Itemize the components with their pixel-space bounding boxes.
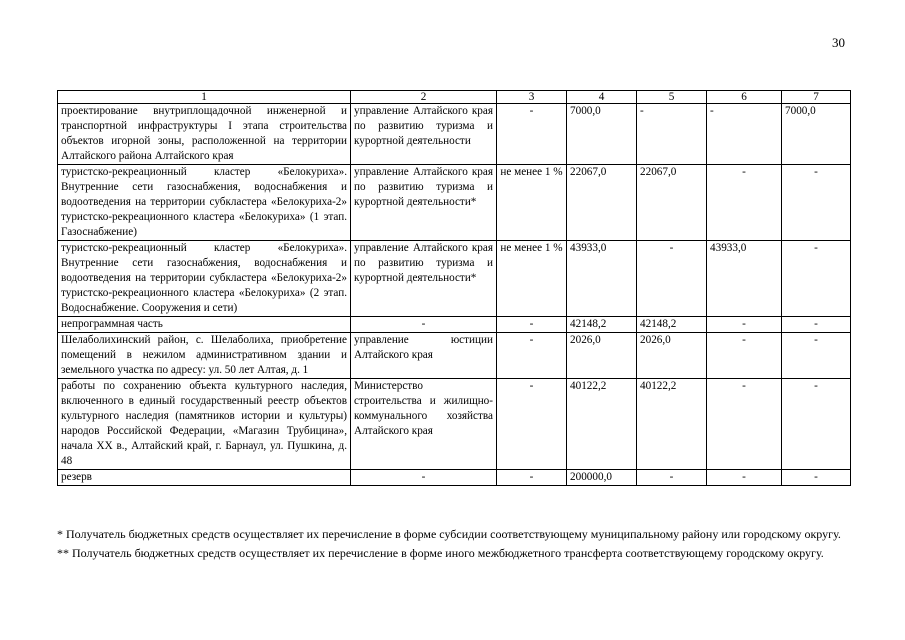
- header-cell: 2: [351, 91, 497, 104]
- row-year-2: 43933,0: [707, 241, 782, 317]
- row-share: -: [497, 317, 567, 333]
- row-year-2: -: [707, 333, 782, 379]
- row-recipient: управление Алтайского края по развитию туризма и курортной деятельности*: [351, 241, 497, 317]
- row-share: -: [497, 379, 567, 470]
- table-row: [58, 470, 851, 486]
- row-recipient: управление Алтайского края по развитию туризма и курортной деятельности: [351, 104, 497, 165]
- row-year-2: -: [707, 104, 782, 165]
- header-cell: 7: [782, 91, 851, 104]
- header-cell: 4: [567, 91, 637, 104]
- row-description: резерв: [58, 470, 351, 486]
- row-year-2: -: [707, 317, 782, 333]
- row-description: непрограммная часть: [58, 317, 351, 333]
- row-description: туристско-рекреационный кластер «Белокуриха». Внутренние сети газоснабжения, водоснабжения и водоотведения на территории субкластера «Белокуриха-2» туристско-рекреационного кластера «Белокуриха» (1 этап. Газоснабжение): [58, 165, 351, 241]
- row-recipient: -: [351, 470, 497, 486]
- row-year-1: 2026,0: [637, 333, 707, 379]
- table-row: [58, 379, 851, 470]
- row-total: 42148,2: [567, 317, 637, 333]
- row-recipient: -: [351, 317, 497, 333]
- header-cell: 5: [637, 91, 707, 104]
- row-total: 200000,0: [567, 470, 637, 486]
- row-year-1: 40122,2: [637, 379, 707, 470]
- row-year-2: -: [707, 470, 782, 486]
- row-year-1: 22067,0: [637, 165, 707, 241]
- table-header-row: [58, 91, 851, 104]
- row-year-3: 7000,0: [782, 104, 851, 165]
- header-cell: 3: [497, 91, 567, 104]
- page-number: 30: [832, 35, 845, 50]
- row-year-3: -: [782, 333, 851, 379]
- row-description: работы по сохранению объекта культурного наследия, включенного в единый государственный реестр объектов культурного наследия (памятников истории и культуры) народов Российской Федерации, «Магазин Трубицина», начала XX в., Алтайский край, г. Барнаул, ул. Пушкина, д. 48: [58, 379, 351, 470]
- row-share: не менее 1 %: [497, 241, 567, 317]
- row-description: проектирование внутриплощадочной инженерной и транспортной инфраструктуры I этапа строительства объектов игорной зоны, расположенной на территории Алтайского района Алтайского края: [58, 104, 351, 165]
- table-row: [58, 317, 851, 333]
- row-year-3: -: [782, 317, 851, 333]
- header-cell: 6: [707, 91, 782, 104]
- row-year-3: -: [782, 379, 851, 470]
- row-year-3: -: [782, 241, 851, 317]
- footnote-transfer: ** Получатель бюджетных средств осуществляет их перечисление в форме иного межбюджетного трансферта соответствующему городскому округу.: [57, 546, 824, 560]
- row-year-1: -: [637, 470, 707, 486]
- row-year-2: -: [707, 165, 782, 241]
- row-share: -: [497, 104, 567, 165]
- header-cell: 1: [58, 91, 351, 104]
- row-year-1: -: [637, 104, 707, 165]
- footnotes: [57, 527, 850, 565]
- row-share: -: [497, 333, 567, 379]
- footnote-subsidy: * Получатель бюджетных средств осуществляет их перечисление в форме субсидии соответствующему муниципальному району или городскому округу.: [57, 527, 841, 541]
- row-total: 2026,0: [567, 333, 637, 379]
- row-year-1: -: [637, 241, 707, 317]
- table-row: [58, 241, 851, 317]
- row-year-2: -: [707, 379, 782, 470]
- table-row: [58, 333, 851, 379]
- row-total: 7000,0: [567, 104, 637, 165]
- row-year-1: 42148,2: [637, 317, 707, 333]
- row-recipient: Министерство строительства и жилищно-коммунального хозяйства Алтайского края: [351, 379, 497, 470]
- row-year-3: -: [782, 470, 851, 486]
- row-description: Шелаболихинский район, с. Шелаболиха, приобретение помещений в нежилом административном здании и земельного участка по адресу: ул. 50 лет Алтая, д. 1: [58, 333, 351, 379]
- row-description: туристско-рекреационный кластер «Белокуриха». Внутренние сети газоснабжения, водоснабжения и водоотведения на территории субкластера «Белокуриха-2» туристско-рекреационного кластера «Белокуриха» (2 этап. Водоснабжение. Сооружения и сети): [58, 241, 351, 317]
- row-total: 43933,0: [567, 241, 637, 317]
- row-share: не менее 1 %: [497, 165, 567, 241]
- budget-table: [57, 90, 851, 486]
- row-year-3: -: [782, 165, 851, 241]
- row-recipient: управление юстиции Алтайского края: [351, 333, 497, 379]
- row-recipient: управление Алтайского края по развитию туризма и курортной деятельности*: [351, 165, 497, 241]
- table-row: [58, 104, 851, 165]
- table-row: [58, 165, 851, 241]
- row-share: -: [497, 470, 567, 486]
- row-total: 40122,2: [567, 379, 637, 470]
- row-total: 22067,0: [567, 165, 637, 241]
